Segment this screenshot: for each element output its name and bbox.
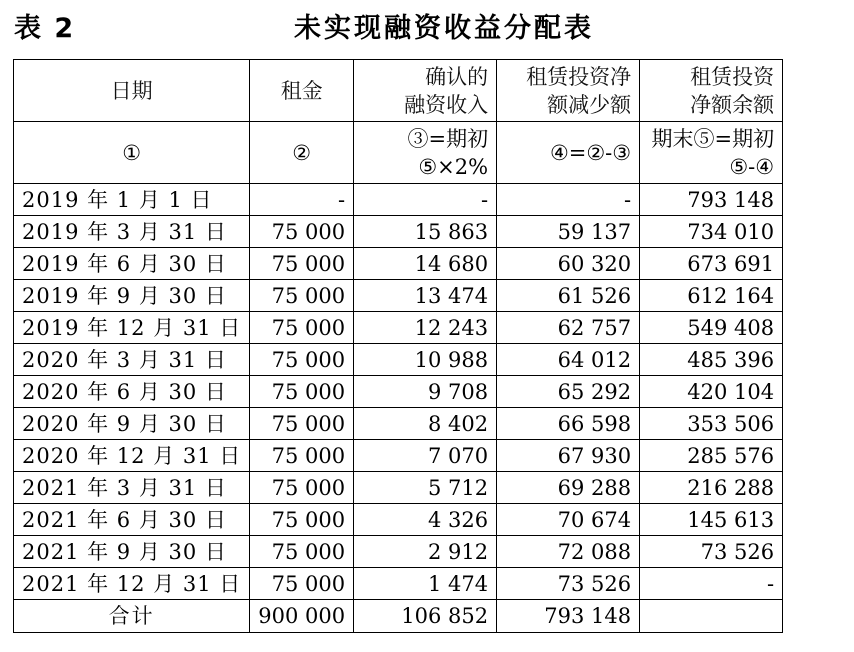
table-row (14, 568, 783, 600)
table-row (14, 408, 783, 440)
cell-date: 2021 年 6 月 30 日 (14, 504, 250, 536)
cell-rent: 75 000 (250, 440, 354, 472)
total-rent: 900 000 (250, 600, 354, 633)
cell-rent: 75 000 (250, 408, 354, 440)
cell-rent: 75 000 (250, 312, 354, 344)
header-rent: 租金 (250, 60, 354, 122)
cell-date: 2019 年 3 月 31 日 (14, 216, 250, 248)
cell-finance-income: 15 863 (354, 216, 497, 248)
cell-finance-income: 1 474 (354, 568, 497, 600)
cell-net-investment-reduction: 73 526 (497, 568, 640, 600)
cell-net-investment-reduction: 60 320 (497, 248, 640, 280)
cell-net-investment-balance: 285 576 (640, 440, 783, 472)
cell-net-investment-reduction: 61 526 (497, 280, 640, 312)
table-row (14, 472, 783, 504)
cell-net-investment-balance: 734 010 (640, 216, 783, 248)
cell-finance-income: 5 712 (354, 472, 497, 504)
cell-net-investment-reduction: 64 012 (497, 344, 640, 376)
header-finance-income (354, 60, 497, 122)
header-net-investment-reduction-line2: 额减少额 (547, 92, 632, 117)
cell-finance-income: 9 708 (354, 376, 497, 408)
cell-finance-income: 4 326 (354, 504, 497, 536)
cell-date: 2021 年 9 月 30 日 (14, 536, 250, 568)
cell-rent: 75 000 (250, 344, 354, 376)
cell-finance-income: 2 912 (354, 536, 497, 568)
header-finance-income-line2: 融资收入 (404, 92, 489, 117)
cell-net-investment-reduction: 59 137 (497, 216, 640, 248)
table-row (14, 376, 783, 408)
total-row (14, 600, 783, 633)
lease-allocation-table (13, 59, 783, 633)
cell-date: 2019 年 9 月 30 日 (14, 280, 250, 312)
cell-net-investment-balance: 485 396 (640, 344, 783, 376)
total-finance-income: 106 852 (354, 600, 497, 633)
total-label: 合计 (14, 600, 250, 633)
total-net-investment-reduction: 793 148 (497, 600, 640, 633)
table-row (14, 312, 783, 344)
cell-net-investment-balance: - (640, 568, 783, 600)
formula-finance-income-line1: ③=期初 (407, 126, 489, 151)
header-date: 日期 (14, 60, 250, 122)
cell-net-investment-balance: 216 288 (640, 472, 783, 504)
table-row (14, 248, 783, 280)
cell-net-investment-reduction: 69 288 (497, 472, 640, 504)
cell-rent: - (250, 184, 354, 216)
header-finance-income-line1: 确认的 (425, 64, 489, 89)
total-net-investment-balance (640, 600, 783, 633)
cell-rent: 75 000 (250, 568, 354, 600)
cell-date: 2021 年 3 月 31 日 (14, 472, 250, 504)
cell-net-investment-balance: 612 164 (640, 280, 783, 312)
table-row (14, 280, 783, 312)
cell-net-investment-balance: 353 506 (640, 408, 783, 440)
formula-finance-income-line2: ⑤×2% (418, 154, 489, 179)
cell-net-investment-reduction: 67 930 (497, 440, 640, 472)
cell-date: 2020 年 3 月 31 日 (14, 344, 250, 376)
table-row (14, 216, 783, 248)
table-number: 表 2 (14, 13, 76, 44)
header-net-investment-balance (640, 60, 783, 122)
cell-rent: 75 000 (250, 536, 354, 568)
cell-rent: 75 000 (250, 280, 354, 312)
cell-rent: 75 000 (250, 472, 354, 504)
table-row (14, 184, 783, 216)
cell-date: 2020 年 9 月 30 日 (14, 408, 250, 440)
cell-date: 2021 年 12 月 31 日 (14, 568, 250, 600)
formula-net-investment-reduction: ④=②-③ (497, 122, 640, 184)
cell-net-investment-reduction: 65 292 (497, 376, 640, 408)
cell-finance-income: 7 070 (354, 440, 497, 472)
header-row (14, 60, 783, 122)
cell-finance-income: 10 988 (354, 344, 497, 376)
cell-finance-income: 8 402 (354, 408, 497, 440)
table-row (14, 344, 783, 376)
cell-date: 2020 年 12 月 31 日 (14, 440, 250, 472)
cell-net-investment-reduction: 62 757 (497, 312, 640, 344)
cell-net-investment-balance: 420 104 (640, 376, 783, 408)
cell-net-investment-reduction: 70 674 (497, 504, 640, 536)
cell-finance-income: 12 243 (354, 312, 497, 344)
formula-net-investment-balance-line1: 期末⑤=期初 (651, 126, 775, 151)
cell-finance-income: - (354, 184, 497, 216)
header-net-investment-reduction-line1: 租赁投资净 (526, 64, 632, 89)
header-net-investment-balance-line2: 净额余额 (690, 92, 775, 117)
cell-rent: 75 000 (250, 376, 354, 408)
cell-finance-income: 14 680 (354, 248, 497, 280)
cell-net-investment-balance: 793 148 (640, 184, 783, 216)
table-row (14, 440, 783, 472)
cell-net-investment-reduction: 66 598 (497, 408, 640, 440)
table-title: 未实现融资收益分配表 (294, 13, 594, 44)
formula-net-investment-balance-line2: ⑤-④ (729, 154, 775, 179)
table-row (14, 504, 783, 536)
cell-net-investment-balance: 145 613 (640, 504, 783, 536)
cell-date: 2019 年 6 月 30 日 (14, 248, 250, 280)
cell-rent: 75 000 (250, 248, 354, 280)
formula-rent: ② (250, 122, 354, 184)
formula-date: ① (14, 122, 250, 184)
table-row (14, 536, 783, 568)
cell-finance-income: 13 474 (354, 280, 497, 312)
header-net-investment-reduction (497, 60, 640, 122)
cell-net-investment-balance: 549 408 (640, 312, 783, 344)
header-net-investment-balance-line1: 租赁投资 (690, 64, 775, 89)
cell-date: 2020 年 6 月 30 日 (14, 376, 250, 408)
cell-date: 2019 年 1 月 1 日 (14, 184, 250, 216)
cell-net-investment-balance: 673 691 (640, 248, 783, 280)
cell-net-investment-reduction: 72 088 (497, 536, 640, 568)
formula-row (14, 122, 783, 184)
cell-date: 2019 年 12 月 31 日 (14, 312, 250, 344)
cell-net-investment-reduction: - (497, 184, 640, 216)
cell-rent: 75 000 (250, 216, 354, 248)
formula-net-investment-balance (640, 122, 783, 184)
formula-finance-income (354, 122, 497, 184)
cell-net-investment-balance: 73 526 (640, 536, 783, 568)
cell-rent: 75 000 (250, 504, 354, 536)
